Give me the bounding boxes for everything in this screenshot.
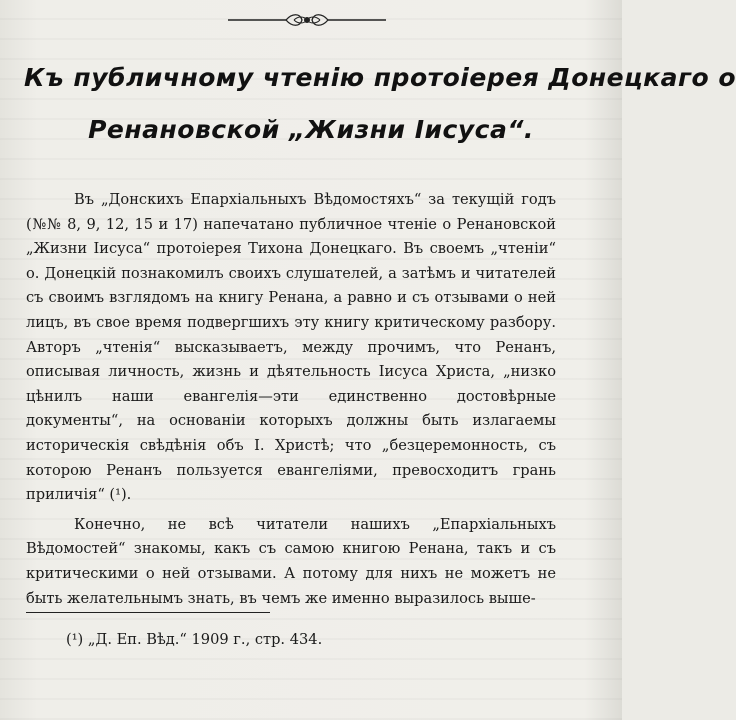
paragraph-2: Конечно, не всѣ читатели нашихъ „Епархіальныхъ Вѣдомостей“ знакомы, какъ съ самою книгою Ренана, такъ и съ критическими о ней отзывами. А потому для нихъ не можетъ не быть желательнымъ знать, въ чемъ же именно выразилось выше- [26,515,556,607]
article-title [24,52,736,156]
title-line-2: Ренановской „Жизни Іисуса“. [88,115,534,144]
footnote-text: „Д. Еп. Вѣд.“ 1909 г., стр. 434. [87,631,323,648]
paragraph-1: Въ „Донскихъ Епархіальныхъ Вѣдомостяхъ“ за текущій годъ (№№ 8, 9, 12, 15 и 17) напечатано публичное чтеніе о Ренановской „Жизни Іисуса“ протоіерея Тихона Донецкаго. Въ своемъ „чтеніи“ о. Донецкій познакомилъ своихъ слушателей, а затѣмъ и читателей съ своимъ взглядомъ на книгу Ренана, а равно и съ отзывами о ней лицъ, въ свое время подвергшихъ эту книгу критическому разбору. Авторъ „чтенія“ высказываетъ, между прочимъ, что Ренанъ, описывая личность, жизнь и дѣятельность Іисуса Христа, „низко цѣнилъ наши евангелія—эти единственно достовѣрные документы“, на основаніи которыхъ должны быть излагаемы историческія свѣдѣнія объ І. Христѣ; что „безцеремонность, съ которою Ренанъ пользуется евангеліями, превосходитъ грань приличія“ (¹). [26,191,556,504]
footnote [66,628,486,652]
article-body [26,188,556,611]
ornament-icon [226,12,388,28]
title-line-1: Къ публичному чтенію протоіерея Донецкаго о [24,63,736,92]
footnote-separator [26,612,270,613]
footnote-marker: (¹) [66,631,84,648]
